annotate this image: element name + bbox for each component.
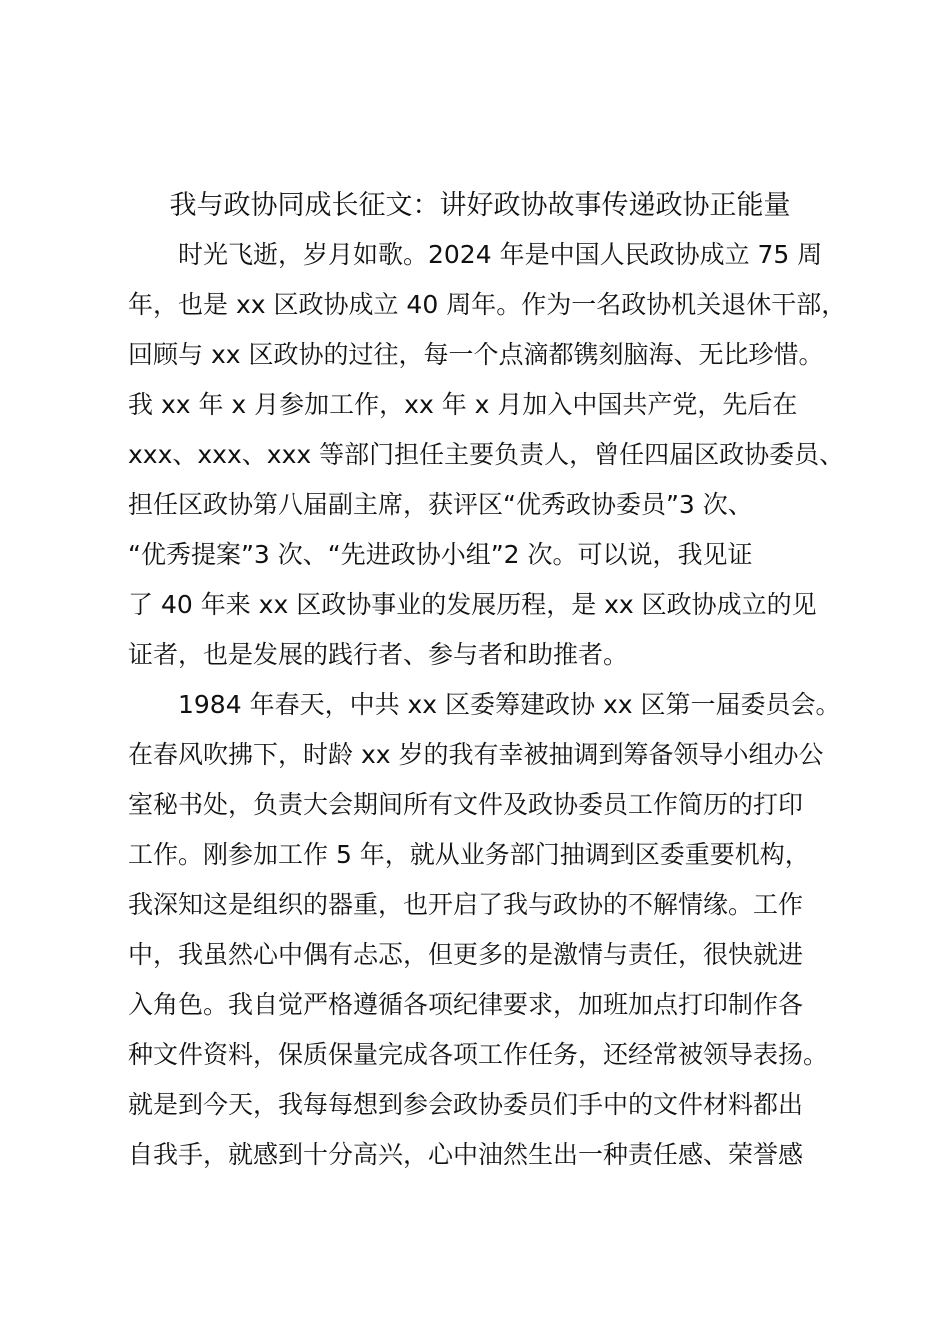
paragraph-line: 回顾与 xx 区政协的过往，每一个点滴都镌刻脑海、无比珍惜。 bbox=[128, 340, 824, 369]
document-title: 我与政协同成长征文：讲好政协故事传递政协正能量 bbox=[169, 190, 791, 221]
paragraph-line: 中，我虽然心中偶有忐忑，但更多的是激情与责任，很快就进 bbox=[128, 940, 804, 969]
paragraph-line: 室秘书处，负责大会期间所有文件及政协委员工作简历的打印 bbox=[128, 790, 804, 819]
paragraph-1 bbox=[128, 230, 848, 680]
paragraph-line: xxx、xxx、xxx 等部门担任主要负责人，曾任四届区政协委员、 bbox=[128, 440, 845, 469]
paragraph-line: “优秀提案”3 次、“先进政协小组”2 次。可以说，我见证 bbox=[128, 540, 753, 569]
paragraph-2 bbox=[128, 680, 848, 1180]
paragraph-line: 了 40 年来 xx 区政协事业的发展历程，是 xx 区政协成立的见 bbox=[128, 590, 817, 619]
paragraph-line: 种文件资料，保质保量完成各项工作任务，还经常被领导表扬。 bbox=[128, 1040, 829, 1069]
paragraph-line: 担任区政协第八届副主席，获评区“优秀政协委员”3 次、 bbox=[128, 490, 753, 519]
paragraph-line: 就是到今天，我每每想到参会政协委员们手中的文件材料都出 bbox=[128, 1090, 804, 1119]
paragraph-line: 工作。刚参加工作 5 年，就从业务部门抽调到区委重要机构， bbox=[128, 840, 810, 869]
paragraph-line: 年，也是 xx 区政协成立 40 周年。作为一名政协机关退休干部， bbox=[128, 290, 847, 319]
paragraph-line: 证者，也是发展的践行者、参与者和助推者。 bbox=[128, 640, 629, 669]
paragraph-line: 自我手，就感到十分高兴，心中油然生出一种责任感、荣誉感 bbox=[128, 1140, 804, 1169]
paragraph-line: 我 xx 年 x 月参加工作，xx 年 x 月加入中国共产党，先后在 bbox=[128, 390, 798, 419]
paragraph-line: 我深知这是组织的器重，也开启了我与政协的不解情缘。工作 bbox=[128, 890, 804, 919]
paragraph-line: 1984 年春天，中共 xx 区委筹建政协 xx 区第一届委员会。 bbox=[178, 690, 841, 719]
paragraph-line: 入角色。我自觉严格遵循各项纪律要求，加班加点打印制作各 bbox=[128, 990, 804, 1019]
paragraph-line: 在春风吹拂下，时龄 xx 岁的我有幸被抽调到筹备领导小组办公 bbox=[128, 740, 824, 769]
paragraph-line: 时光飞逝，岁月如歌。2024 年是中国人民政协成立 75 周 bbox=[178, 240, 823, 269]
document-body bbox=[128, 230, 848, 1180]
